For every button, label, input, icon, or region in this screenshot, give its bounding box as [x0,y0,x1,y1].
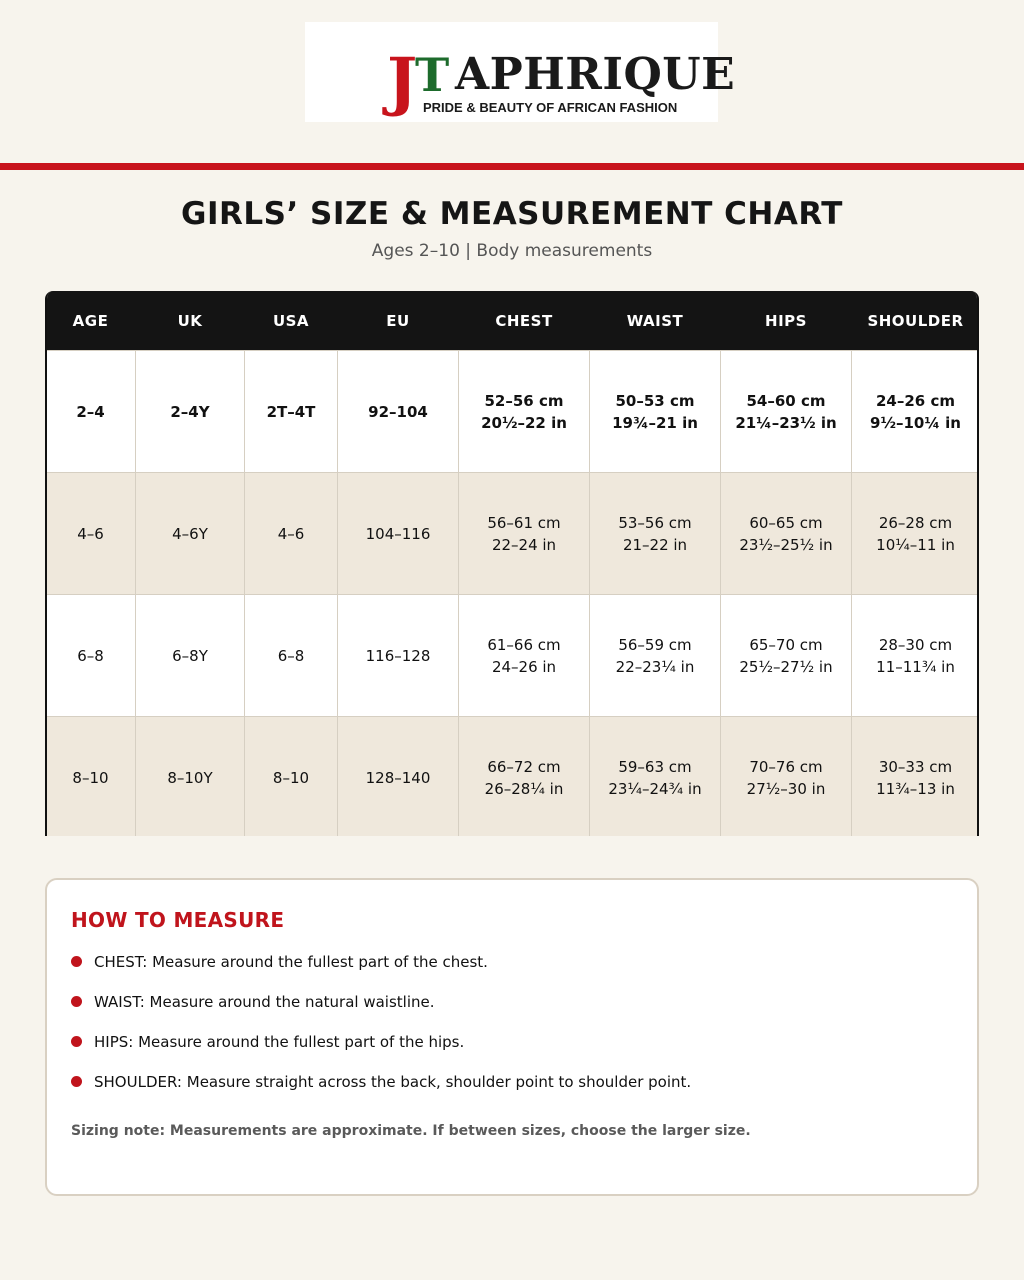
cell-waist [590,473,721,595]
bullet-icon [71,996,82,1007]
waist-cm: 50–53 cm [615,391,695,410]
logo-wordmark: APHRIQUE [455,49,736,100]
waist-cm: 53–56 cm [618,513,692,532]
cell-eu: 128–140 [338,717,459,837]
column-header-age: AGE [46,291,136,351]
chest-cm: 52–56 cm [484,391,564,410]
cell-chest [459,717,590,837]
column-header-eu: EU [338,291,459,351]
column-header-usa: USA [245,291,338,351]
cell-age: 6–8 [46,595,136,717]
logo-initial-t: T [415,48,450,102]
cell-shoulder [852,473,980,595]
cell-uk: 8–10Y [136,717,245,837]
measure-instruction-text: SHOULDER: Measure straight across the back, shoulder point to shoulder point. [94,1073,692,1091]
table-row [46,717,980,837]
size-chart-table [45,291,979,836]
waist-in: 21–22 in [622,535,688,554]
cell-uk: 4–6Y [136,473,245,595]
sizing-note: Sizing note: Measurements are approximate. If between sizes, choose the larger size. [71,1123,751,1139]
cell-uk: 6–8Y [136,595,245,717]
cell-uk: 2–4Y [136,351,245,473]
column-header-hips: HIPS [721,291,852,351]
table-row [46,595,980,717]
waist-in: 22–23¼ in [615,657,695,676]
column-header-waist: WAIST [590,291,721,351]
cell-shoulder [852,595,980,717]
hips-in: 25½–27½ in [739,657,833,676]
table-row [46,473,980,595]
shoulder-in: 11–11¾ in [876,657,955,676]
waist-cm: 59–63 cm [618,757,692,776]
bullet-icon [71,1076,82,1087]
chest-in: 20½–22 in [481,413,567,432]
cell-chest [459,595,590,717]
cell-waist [590,717,721,837]
waist-in: 19¾–21 in [612,413,698,432]
hips-in: 21¼–23½ in [735,413,837,432]
cell-shoulder [852,351,980,473]
chest-in: 26–28¼ in [484,779,564,798]
measure-instruction-text: WAIST: Measure around the natural waistline. [94,993,435,1011]
cell-hips [721,717,852,837]
hips-cm: 65–70 cm [749,635,823,654]
chest-cm: 56–61 cm [487,513,561,532]
waist-cm: 56–59 cm [618,635,692,654]
shoulder-cm: 28–30 cm [878,635,953,654]
hips-cm: 70–76 cm [749,757,823,776]
chest-cm: 61–66 cm [487,635,561,654]
chest-in: 24–26 in [491,657,557,676]
bullet-icon [71,1036,82,1047]
chest-cm: 66–72 cm [487,757,561,776]
hips-cm: 54–60 cm [746,391,826,410]
cell-usa: 4–6 [245,473,338,595]
header-divider [0,163,1024,170]
page-title: GIRLS’ SIZE & MEASUREMENT CHART [181,196,843,232]
shoulder-cm: 26–28 cm [878,513,953,532]
cell-usa: 2T–4T [245,351,338,473]
measure-instruction-text: CHEST: Measure around the fullest part of the chest. [94,953,488,971]
logo-tagline: PRIDE & BEAUTY OF AFRICAN FASHION [423,100,678,115]
bullet-icon [71,956,82,967]
cell-usa: 6–8 [245,595,338,717]
table-row [46,351,980,473]
brand-logo [305,22,736,122]
cell-age: 4–6 [46,473,136,595]
cell-usa: 8–10 [245,717,338,837]
cell-hips [721,595,852,717]
cell-age: 2–4 [46,351,136,473]
page-subtitle: Ages 2–10 | Body measurements [371,241,653,261]
hips-in: 23½–25½ in [739,535,833,554]
cell-chest [459,351,590,473]
cell-chest [459,473,590,595]
column-header-chest: CHEST [459,291,590,351]
cell-eu: 104–116 [338,473,459,595]
cell-waist [590,595,721,717]
cell-hips [721,351,852,473]
measure-instruction-text: HIPS: Measure around the fullest part of the hips. [94,1033,465,1051]
cell-eu: 92–104 [338,351,459,473]
cell-waist [590,351,721,473]
shoulder-in: 9½–10¼ in [870,413,961,432]
cell-eu: 116–128 [338,595,459,717]
column-header-uk: UK [136,291,245,351]
logo-initial-j: J [387,44,418,119]
waist-in: 23¼–24¾ in [608,779,702,798]
how-to-measure-panel [45,878,979,1196]
shoulder-cm: 24–26 cm [876,391,955,410]
cell-age: 8–10 [46,717,136,837]
table-header-row [46,291,980,351]
shoulder-cm: 30–33 cm [878,757,953,776]
cell-shoulder [852,717,980,837]
hips-cm: 60–65 cm [749,513,823,532]
chest-in: 22–24 in [491,535,557,554]
how-to-measure-title: HOW TO MEASURE [71,908,285,932]
shoulder-in: 11¾–13 in [876,779,955,798]
cell-hips [721,473,852,595]
column-header-shoulder: SHOULDER [852,291,980,351]
hips-in: 27½–30 in [746,779,826,798]
shoulder-in: 10¼–11 in [876,535,955,554]
